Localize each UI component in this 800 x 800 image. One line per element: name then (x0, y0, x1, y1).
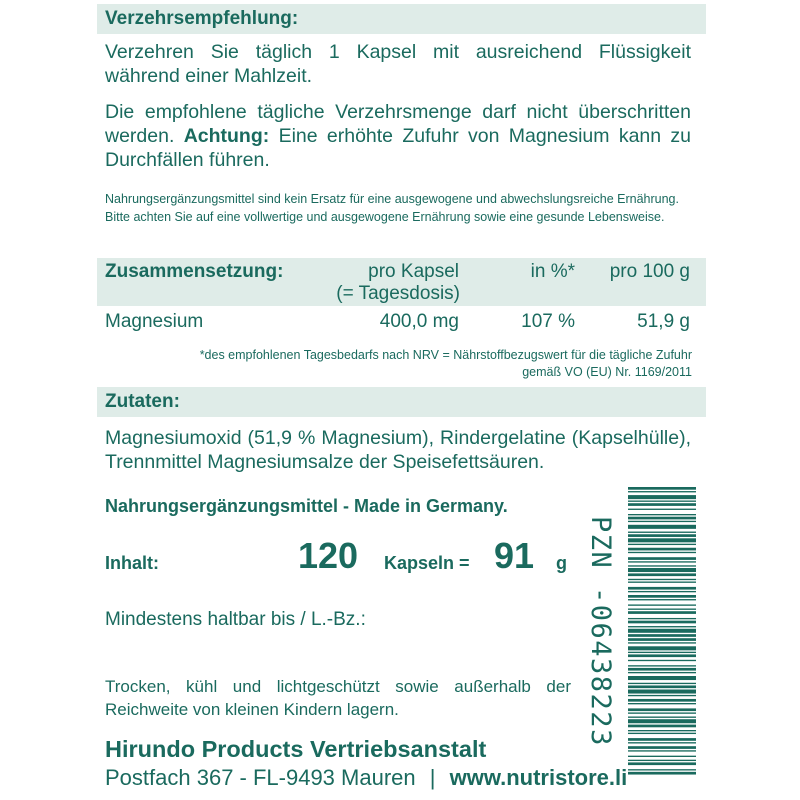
barcode-bar (628, 534, 696, 537)
barcode-bar (628, 730, 696, 731)
barcode-bar (628, 565, 696, 566)
barcode-bar (628, 599, 696, 600)
company-website: www.nutristore.li (449, 765, 628, 790)
barcode-bar (628, 690, 696, 694)
barcode-bar (628, 760, 696, 761)
barcode-bar (628, 557, 696, 560)
barcode-bar (628, 746, 696, 749)
barcode-bar (628, 525, 696, 529)
barcode-bar (628, 685, 696, 688)
barcode-bar (628, 573, 696, 576)
barcode-bar (628, 568, 696, 572)
barcode-bar (628, 595, 696, 598)
barcode-bar (628, 652, 696, 653)
content-label: Inhalt: (105, 553, 159, 573)
company-address: Postfach 367 - FL-9493 Mauren (105, 765, 416, 790)
row-name: Magnesium (105, 311, 204, 332)
barcode-bar (628, 756, 696, 757)
weight-unit: g (556, 553, 567, 573)
recommendation-title: Verzehrsempfehlung: (105, 8, 299, 29)
supplement-note: Nahrungsergänzungsmittel sind kein Ersatz für eine ausgewogene und abwechslungsreiche Ernährung. Bitte achten Sie auf eine vollwertige und ausgewogene Ernährung sowie eine gesunde Lebensweise. (105, 192, 679, 224)
barcode-bar (628, 591, 696, 592)
company-name: Hirundo Products Vertriebsanstalt (105, 736, 487, 762)
col-per-100g: pro 100 g (609, 261, 690, 282)
barcode-bar (628, 719, 696, 723)
barcode-bar (628, 683, 696, 684)
row-per-100g: 51,9 g (637, 311, 690, 332)
col-per-capsule: pro Kapsel (368, 261, 459, 282)
barcode-bar (628, 521, 696, 522)
barcode-bar (628, 491, 696, 492)
barcode-bar (628, 579, 696, 580)
footer-separator: | (429, 765, 436, 790)
barcode-bar (628, 532, 696, 533)
barcode-bar (628, 676, 696, 680)
barcode-bar (628, 517, 696, 520)
barcode-bar (628, 638, 696, 641)
barcode-bar (628, 733, 696, 734)
barcode-bar (628, 587, 696, 590)
barcode (628, 487, 696, 777)
barcode-bar (628, 634, 696, 637)
row-per-capsule: 400,0 mg (379, 311, 459, 332)
barcode-bar (628, 742, 696, 743)
storage-text: Trocken, kühl und lichtgeschützt sowie außerhalb der Reichweite von kleinen Kindern lagern. (105, 677, 571, 719)
barcode-bar (628, 738, 696, 741)
barcode-bar (628, 514, 696, 515)
barcode-bar (628, 629, 696, 633)
barcode-bar (628, 660, 696, 661)
barcode-bar (628, 762, 696, 765)
warning-label: Achtung: (183, 125, 270, 147)
recommendation-line2-a: Die empfohlene tägliche Verzehrsmenge darf nicht überschritten werden. (105, 101, 691, 147)
barcode-bar (628, 769, 696, 770)
barcode-bar (628, 503, 696, 506)
barcode-bar (628, 668, 696, 671)
ingredients-text: Magnesiumoxid (51,9 % Magnesium), Rindergelatine (Kapselhülle), Trennmittel Magnesiumsalze der Speisefettsäuren. (105, 427, 691, 473)
barcode-bar (628, 582, 696, 583)
barcode-bar (628, 544, 696, 545)
barcode-bar (628, 772, 696, 775)
barcode-bar (628, 609, 696, 610)
footnote-line1: *des empfohlenen Tagesbedarfs nach NRV = Nährstoffbezugswert für die tägliche Zufuhr (199, 348, 692, 362)
barcode-bar (628, 561, 696, 562)
company-footer (105, 765, 627, 791)
supplement-line: Nahrungsergänzungsmittel - Made in Germany. (105, 496, 508, 516)
pzn-number: PZN -06438223 (585, 516, 616, 747)
capsule-count: 120 (298, 535, 359, 576)
barcode-bar (628, 665, 696, 666)
barcode-bar (628, 626, 696, 627)
barcode-bar (628, 695, 696, 696)
barcode-bar (628, 501, 696, 502)
barcode-bar (628, 708, 696, 711)
barcode-bar (628, 611, 696, 614)
barcode-bar (628, 538, 696, 542)
recommendation-line2-b: Eine erhöhte Zufuhr von Magnesium kann zu Durchfällen führen. (105, 125, 692, 171)
barcode-bar (628, 699, 696, 702)
barcode-bar (628, 703, 696, 704)
ingredients-title: Zutaten: (105, 391, 180, 412)
barcode-bar (628, 618, 696, 619)
footnote-line2: gemäß VO (EU) Nr. 1169/2011 (522, 365, 692, 379)
barcode-bar (628, 509, 696, 510)
composition-title: Zusammensetzung: (105, 261, 284, 282)
barcode-bar (628, 552, 696, 553)
barcode-bar (628, 495, 696, 499)
col-per-capsule-sub: (= Tagesdosis) (336, 283, 460, 304)
weight-value: 91 (494, 535, 535, 576)
barcode-bar (628, 487, 696, 490)
barcode-bar (628, 725, 696, 728)
barcode-bar (628, 672, 696, 673)
barcode-bar (628, 712, 696, 713)
barcode-bar (628, 646, 696, 650)
col-percent: in %* (530, 261, 575, 282)
barcode-bar (628, 604, 696, 605)
barcode-bar (628, 548, 696, 551)
barcode-bar (628, 621, 696, 624)
capsule-unit: Kapseln = (384, 553, 470, 573)
barcode-bar (628, 717, 696, 718)
row-percent: 107 % (521, 311, 575, 332)
barcode-bar (628, 750, 696, 751)
recommendation-line2 (105, 100, 691, 172)
recommendation-line1: Verzehren Sie täglich 1 Kapsel mit ausreichend Flüssigkeit während einer Mahlzeit. (105, 41, 691, 87)
barcode-bar (628, 642, 696, 643)
ingredients-header-band (97, 387, 706, 417)
best-before-label: Mindestens haltbar bis / L.-Bz.: (105, 609, 366, 630)
barcode-bar (628, 654, 696, 657)
